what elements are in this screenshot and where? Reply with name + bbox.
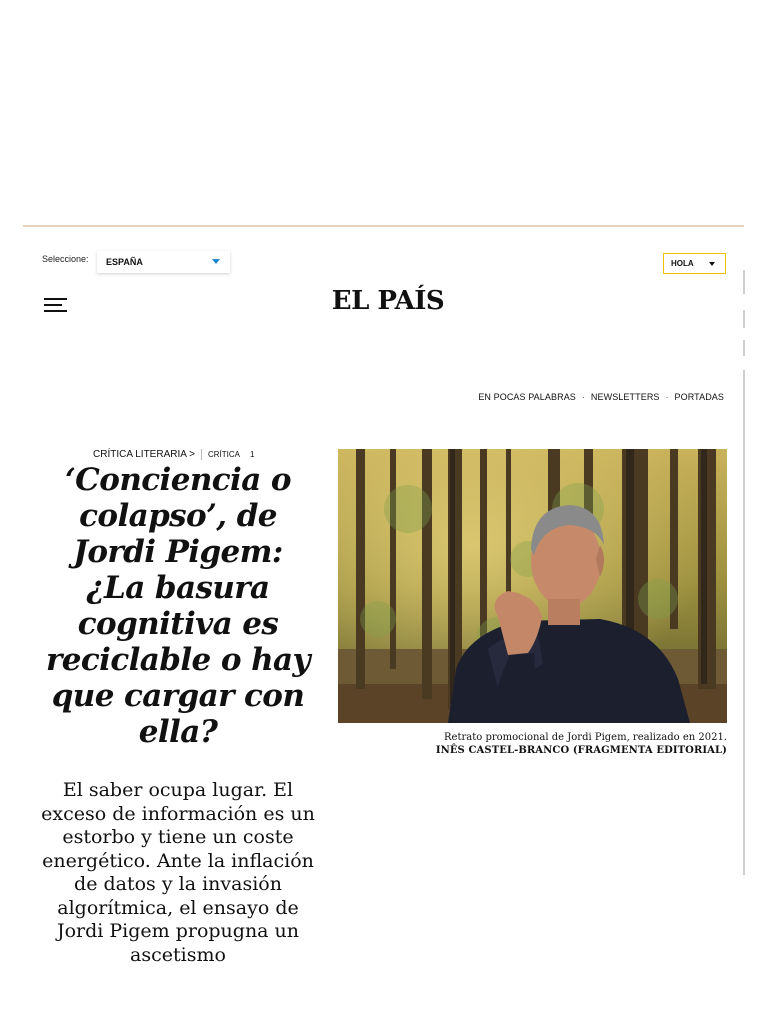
article-subheadline: El saber ocupa lugar. El exceso de información es un estorbo y tiene un coste energético. Ante la inflación de datos y la invasión algorítmica, el ensayo de Jordi Pigem propugna un ascetismo <box>41 779 315 966</box>
nav-separator: · <box>665 392 669 402</box>
hamburger-menu-icon[interactable] <box>44 297 68 313</box>
account-button[interactable] <box>663 253 726 274</box>
edition-label: Seleccione: <box>42 254 89 264</box>
chevron-down-icon <box>709 262 715 266</box>
nav-separator: · <box>581 392 585 402</box>
edition-dropdown[interactable] <box>97 251 230 273</box>
secondary-nav <box>478 392 724 402</box>
tag-count: 1 <box>249 450 255 459</box>
photo-caption <box>338 731 727 757</box>
nav-link-newsletters[interactable]: NEWSLETTERS <box>590 392 660 402</box>
article-headline: ‘Conciencia o colapso’, de Jordi Pigem: ¿La basura cognitiva es reciclable o hay que cargar con ella? <box>46 462 310 750</box>
edition-value: ESPAÑA <box>106 257 143 267</box>
photo-caption-text: Retrato promocional de Jordi Pigem, realizado en 2021. <box>444 732 727 743</box>
section-link[interactable]: CRÍTICA LITERARIA > <box>93 449 195 460</box>
nav-link-en-pocas-palabras[interactable]: EN POCAS PALABRAS <box>478 392 576 402</box>
edition-selector <box>42 254 143 267</box>
chevron-down-icon <box>212 259 220 264</box>
article-photo[interactable] <box>338 449 727 723</box>
article-kicker <box>93 449 254 460</box>
nav-link-portadas[interactable]: PORTADAS <box>674 392 724 402</box>
tag-link[interactable]: CRÍTICA <box>207 450 240 459</box>
kicker-divider <box>201 449 202 460</box>
ad-space <box>0 0 768 225</box>
site-logo[interactable]: EL PAÍS <box>331 286 445 316</box>
photo-credit: INÊS CASTEL-BRANCO (FRAGMENTA EDITORIAL) <box>435 745 727 756</box>
account-label: HOLA <box>671 259 694 268</box>
header-top-rule <box>23 225 744 227</box>
scroll-edge <box>743 270 745 875</box>
forest-portrait-image <box>338 449 727 723</box>
